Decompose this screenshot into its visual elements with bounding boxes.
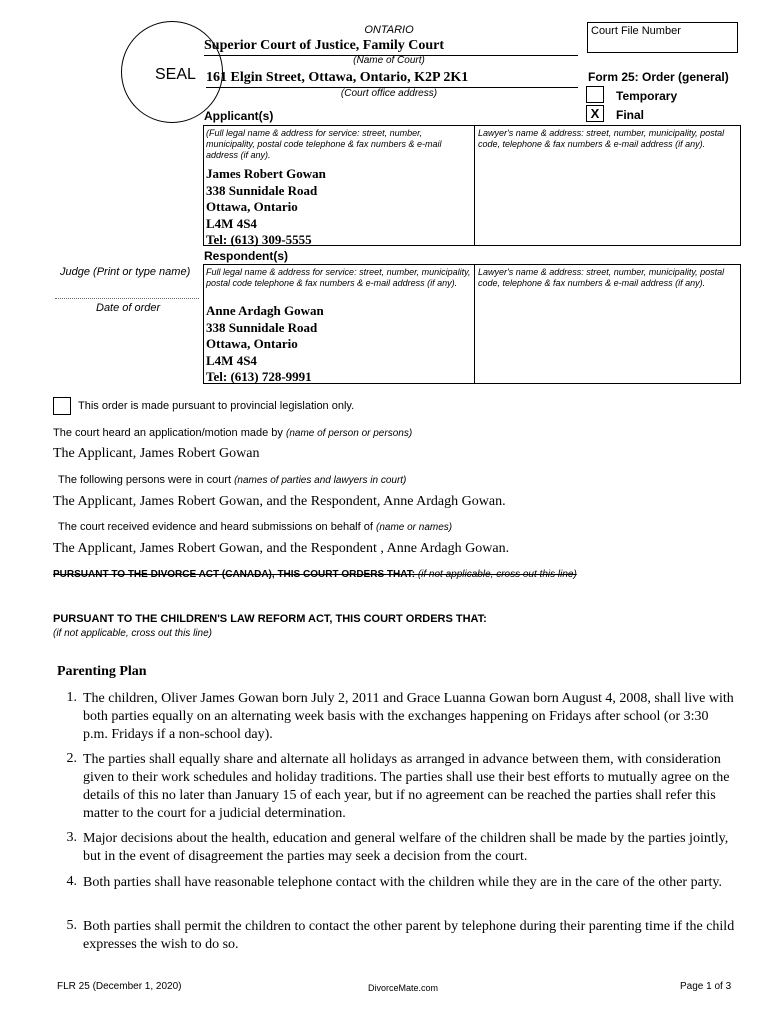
evidence-prefix-line [58,521,452,533]
item-text[interactable]: Both parties shall permit the children to contact the other parent by telephone during their parenting time if the child expresses the wish to do so. [83,919,735,952]
court-address[interactable]: 161 Elgin Street, Ottawa, Ontario, K2P 2K1 [206,70,578,88]
heard-caption: (name of person or persons) [285,428,413,439]
item-number: 1. [66,690,77,705]
applicant-phone: Tel: (613) 309-5555 [206,232,312,247]
applicant-name: James Robert Gowan [206,166,326,181]
applicant-postal-code: L4M 4S4 [206,215,257,231]
applicant-instructions: (Full legal name & address for service: street, number, municipality, postal code telephone & fax numbers & e-mail address (if any). [206,128,442,160]
item-number: 3. [66,830,77,845]
respondent-phone: Tel: (613) 728-9991 [206,369,312,384]
item-number: 5. [66,918,77,933]
applicant-lawyer-instructions: Lawyer's name & address: street, number, municipality, postal code, telephone & fax numbers & e-mail address (if any). [478,128,725,149]
item-text[interactable]: Major decisions about the health, education and general welfare of the children shall be made by the parties jointly, but in the event of disagreement the parties may seek a decision from the court. [83,831,729,864]
temporary-checkbox[interactable] [586,86,604,103]
item-number: 4. [66,874,77,889]
court-file-number-field[interactable] [587,22,738,53]
court-address-caption: (Court office address) [340,88,438,99]
present-value[interactable]: The Applicant, James Robert Gowan, and the Respondent, Anne Ardagh Gowan. [53,494,506,509]
applicant-divider [474,126,475,245]
heard-prefix-line [53,427,412,439]
divorce-act-note: (if not applicable, cross out this line) [417,569,577,580]
respondent-lawyer-field[interactable] [476,303,738,379]
province-label: ONTARIO [364,24,414,36]
item-text[interactable]: The parties shall equally share and alternate all holidays as arranged in advance between them, with consideration given to their work schedules and holiday traditions. The parties shall use their best efforts to mutually agree on the details of this no later than January 15 of each year, but if no agreement can be reached the parties shall refer this matter to the court for a judicial determination. [83,752,730,821]
item-text[interactable]: Both parties shall have reasonable telephone contact with the children while they are in the care of the other party. [83,875,722,890]
parenting-plan-title: Parenting Plan [57,664,147,679]
present-prefix-line [58,474,406,486]
judge-name-label: Judge (Print or type name) [60,266,191,278]
evidence-value[interactable]: The Applicant, James Robert Gowan, and the Respondent , Anne Ardagh Gowan. [53,541,510,556]
heard-value[interactable]: The Applicant, James Robert Gowan [53,446,260,461]
present-caption: (names of parties and lawyers in court) [234,475,407,486]
date-of-order-label: Date of order [96,302,161,314]
clra-note: (if not applicable, cross out this line) [53,628,212,639]
evidence-caption: (name or names) [375,522,453,533]
item-number: 2. [66,751,77,766]
court-name-caption: (Name of Court) [353,55,425,66]
respondent-postal-code: L4M 4S4 [206,352,257,368]
footer-site: DivorceMate.com [368,983,439,993]
final-check-mark: X [590,106,600,121]
divorce-act-heading: PURSUANT TO THE DIVORCE ACT (CANADA), THIS COURT ORDERS THAT: [53,569,416,580]
respondent-name: Anne Ardagh Gowan [206,303,324,318]
form-title: Form 25: Order (general) [588,70,729,84]
present-prefix: The following persons were in court [58,474,232,486]
applicant-section-label: Applicant(s) [204,109,274,123]
respondent-divider [474,265,475,383]
respondent-section-label: Respondent(s) [204,249,288,263]
divorce-act-line [53,569,577,580]
respondent-city: Ottawa, Ontario [206,336,298,351]
applicant-box [203,125,741,246]
evidence-prefix: The court received evidence and heard submissions on behalf of [58,521,373,533]
respondent-street: 338 Sunnidale Road [206,319,318,335]
applicant-city: Ottawa, Ontario [206,199,298,214]
respondent-box [203,264,741,384]
temporary-label: Temporary [616,89,678,103]
final-checkbox[interactable] [586,105,604,122]
item-text[interactable]: The children, Oliver James Gowan born July 2, 2011 and Grace Luanna Gowan born August 4, 2008, shall live with both parties equally on an alternating week basis with the exchanges happening on Fridays after school (or 3:30 p.m. Fridays if a non-school day). [83,691,734,742]
footer-form-id: FLR 25 (December 1, 2020) [57,981,182,992]
clra-heading: PURSUANT TO THE CHILDREN'S LAW REFORM ACT, THIS COURT ORDERS THAT: [53,613,487,625]
respondent-lawyer-instructions: Lawyer's name & address: street, number, municipality, postal code, telephone & fax numbers & e-mail address (if any). [478,267,725,288]
footer-page-number: Page 1 of 3 [680,981,732,992]
provincial-legislation-checkbox[interactable] [53,397,71,415]
applicant-lawyer-field[interactable] [476,166,738,242]
respondent-instructions: Full legal name & address for service: street, number, municipality, postal code telephone & fax numbers & e-mail address (if any). [206,267,471,288]
applicant-details[interactable] [206,166,472,249]
applicant-street: 338 Sunnidale Road [206,182,318,198]
provincial-legislation-label: This order is made pursuant to provincial legislation only. [78,400,355,412]
respondent-details[interactable] [206,303,472,386]
heard-prefix: The court heard an application/motion made by [53,427,283,439]
court-name[interactable]: Superior Court of Justice, Family Court [204,38,578,56]
final-label: Final [616,108,645,122]
seal-label: SEAL [155,66,196,83]
court-file-number-label: Court File Number [591,25,681,37]
